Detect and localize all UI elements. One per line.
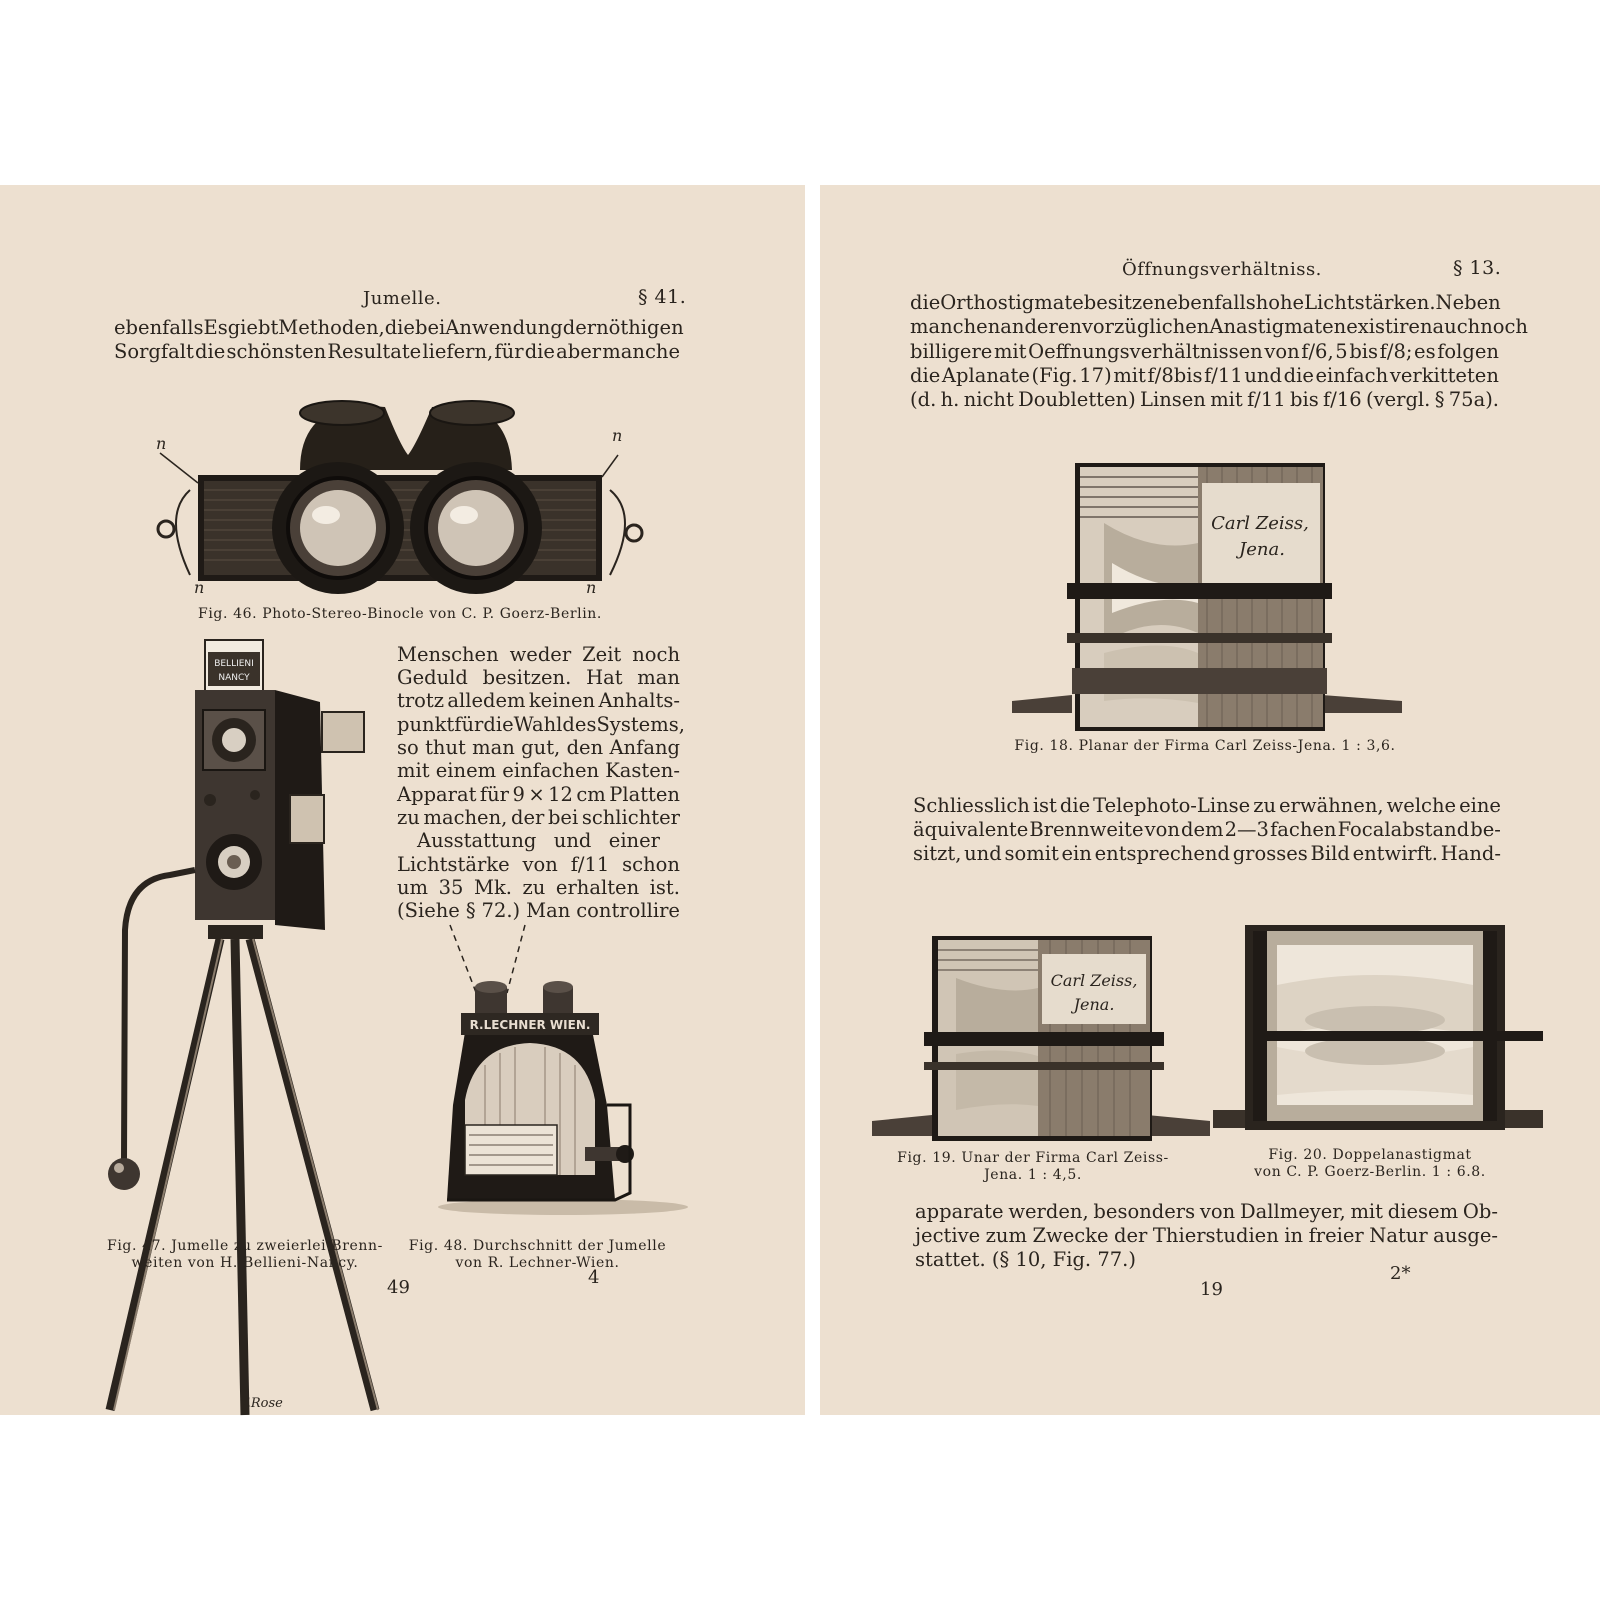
- fig48-cutaway-illustration: [425, 925, 690, 1215]
- text-line: billigere mit Oeffnungsverhältnissen von f/6, 5 bis f/8; es folgen: [910, 340, 1499, 363]
- text-line: Schliesslich ist die Telephoto-Linse zu erwähnen, welche eine: [913, 794, 1501, 817]
- column-text-line: um 35 Mk. zu erhalten ist.: [397, 876, 680, 899]
- column-text-line: punkt für die Wahl des Systems,: [397, 713, 685, 736]
- column-text-line: trotz alledem keinen Anhalts-: [397, 689, 680, 712]
- text-line: apparate werden, besonders von Dallmeyer, mit diesem Ob-: [915, 1200, 1498, 1223]
- fig19-caption-line: Jena. 1 : 4,5.: [984, 1167, 1082, 1183]
- text-line: jective zum Zwecke der Thierstudien in freier Natur ausge-: [915, 1224, 1498, 1247]
- text-line: äquivalente Brennweite von dem 2—3 fachen Focalabstand be-: [913, 818, 1501, 841]
- fig20-caption-line: von C. P. Goerz-Berlin. 1 : 6.8.: [1254, 1164, 1486, 1180]
- signature-mark: 2*: [1390, 1263, 1411, 1284]
- fig20-doppelanastigmat-illustration: [1213, 925, 1543, 1135]
- fig19-caption: [868, 1150, 1198, 1184]
- fig46-label-n-right: n: [612, 426, 623, 445]
- fig19-caption-line: Fig. 19. Unar der Firma Carl Zeiss-: [897, 1150, 1169, 1166]
- running-header-section: § 41.: [638, 286, 687, 308]
- text-line: die Orthostigmate besitzen ebenfalls hohe Lichtstärken. Neben: [910, 291, 1501, 314]
- fig48-caption: [405, 1238, 670, 1272]
- running-header-section: § 13.: [1453, 257, 1502, 279]
- text-line: ebenfalls Es giebt Methoden, die bei Anwendung der nöthigen: [114, 316, 684, 339]
- column-text-line: (Siehe § 72.) Man controllire: [397, 899, 680, 922]
- fig46-label-n-left: n: [156, 434, 167, 453]
- column-text-line: Lichtstärke von f/11 schon: [397, 853, 680, 876]
- fig18-engraving-line1: Carl Zeiss,: [1211, 513, 1309, 534]
- fig47-caption-line: weiten von H. Bellieni-Nancy.: [131, 1255, 359, 1271]
- fig47-caption: [95, 1238, 395, 1272]
- engraver-signature: T.Rose: [240, 1396, 283, 1411]
- fig19-engraving-line1: Carl Zeiss,: [1050, 971, 1138, 990]
- column-text-line: zu machen, der bei schlichter: [397, 806, 680, 829]
- fig18-caption: Fig. 18. Planar der Firma Carl Zeiss-Jena. 1 : 3,6.: [1014, 738, 1396, 754]
- fig46-binocle-illustration: [150, 395, 650, 595]
- fig47-camera-illustration: [100, 640, 400, 1440]
- running-header-title: Jumelle.: [363, 288, 442, 309]
- text-line: sitzt, und somit ein entsprechend grosses Bild entwirft. Hand-: [913, 842, 1501, 865]
- column-text-line: Apparat für 9 ⨯ 12 cm Platten: [397, 783, 680, 806]
- text-line: manchen anderen vorzüglichen Anastigmaten existiren auch noch: [910, 315, 1528, 338]
- text-line: die Aplanate (Fig. 17) mit f/8bis f/11 und die einfach verkitteten: [910, 364, 1499, 387]
- page-number: 49: [387, 1277, 410, 1298]
- fig19-unar-illustration: [872, 936, 1210, 1141]
- fig20-caption: [1230, 1147, 1510, 1181]
- signature-mark: 4: [588, 1267, 600, 1288]
- fig18-engraving-line2: Jena.: [1239, 539, 1285, 560]
- column-text-line: Menschen weder Zeit noch: [397, 643, 680, 666]
- camera-plate-line2: NANCY: [218, 673, 250, 683]
- fig46-label-n-bottom-right: n: [586, 578, 597, 597]
- page-number: 19: [1200, 1279, 1223, 1300]
- column-text-line: Ausstattung und einer: [417, 829, 660, 852]
- fig48-caption-line: Fig. 48. Durchschnitt der Jumelle: [408, 1238, 667, 1254]
- column-text-line: mit einem einfachen Kasten-: [397, 759, 680, 782]
- left-page: [0, 185, 805, 1415]
- fig46-caption: Fig. 46. Photo-Stereo-Binocle von C. P. Goerz-Berlin.: [198, 606, 602, 622]
- fig46-label-n-bottom-left: n: [194, 578, 205, 597]
- text-line: (d. h. nicht Doubletten) Linsen mit f/11 bis f/16 (vergl. § 75a).: [910, 388, 1499, 411]
- column-text-line: so thut man gut, den Anfang: [397, 736, 680, 759]
- text-line: stattet. (§ 10, Fig. 77.): [915, 1248, 1136, 1271]
- fig20-caption-line: Fig. 20. Doppelanastigmat: [1268, 1147, 1472, 1163]
- camera-plate-line1: BELLIENI: [214, 659, 254, 669]
- fig18-planar-illustration: [1012, 463, 1402, 738]
- fig48-caption-line: von R. Lechner-Wien.: [455, 1255, 620, 1271]
- lechner-plate: R.LECHNER WIEN.: [469, 1018, 591, 1032]
- text-line: Sorgfalt die schönsten Resultate liefern, für die aber manche: [114, 340, 680, 363]
- right-page: [820, 185, 1600, 1415]
- running-header-title: Öffnungsverhältniss.: [1122, 259, 1322, 280]
- fig19-engraving-line2: Jena.: [1073, 995, 1115, 1014]
- column-text-line: Geduld besitzen. Hat man: [397, 666, 680, 689]
- fig47-caption-line: Fig. 47. Jumelle zu zweierlei Brenn-: [107, 1238, 383, 1254]
